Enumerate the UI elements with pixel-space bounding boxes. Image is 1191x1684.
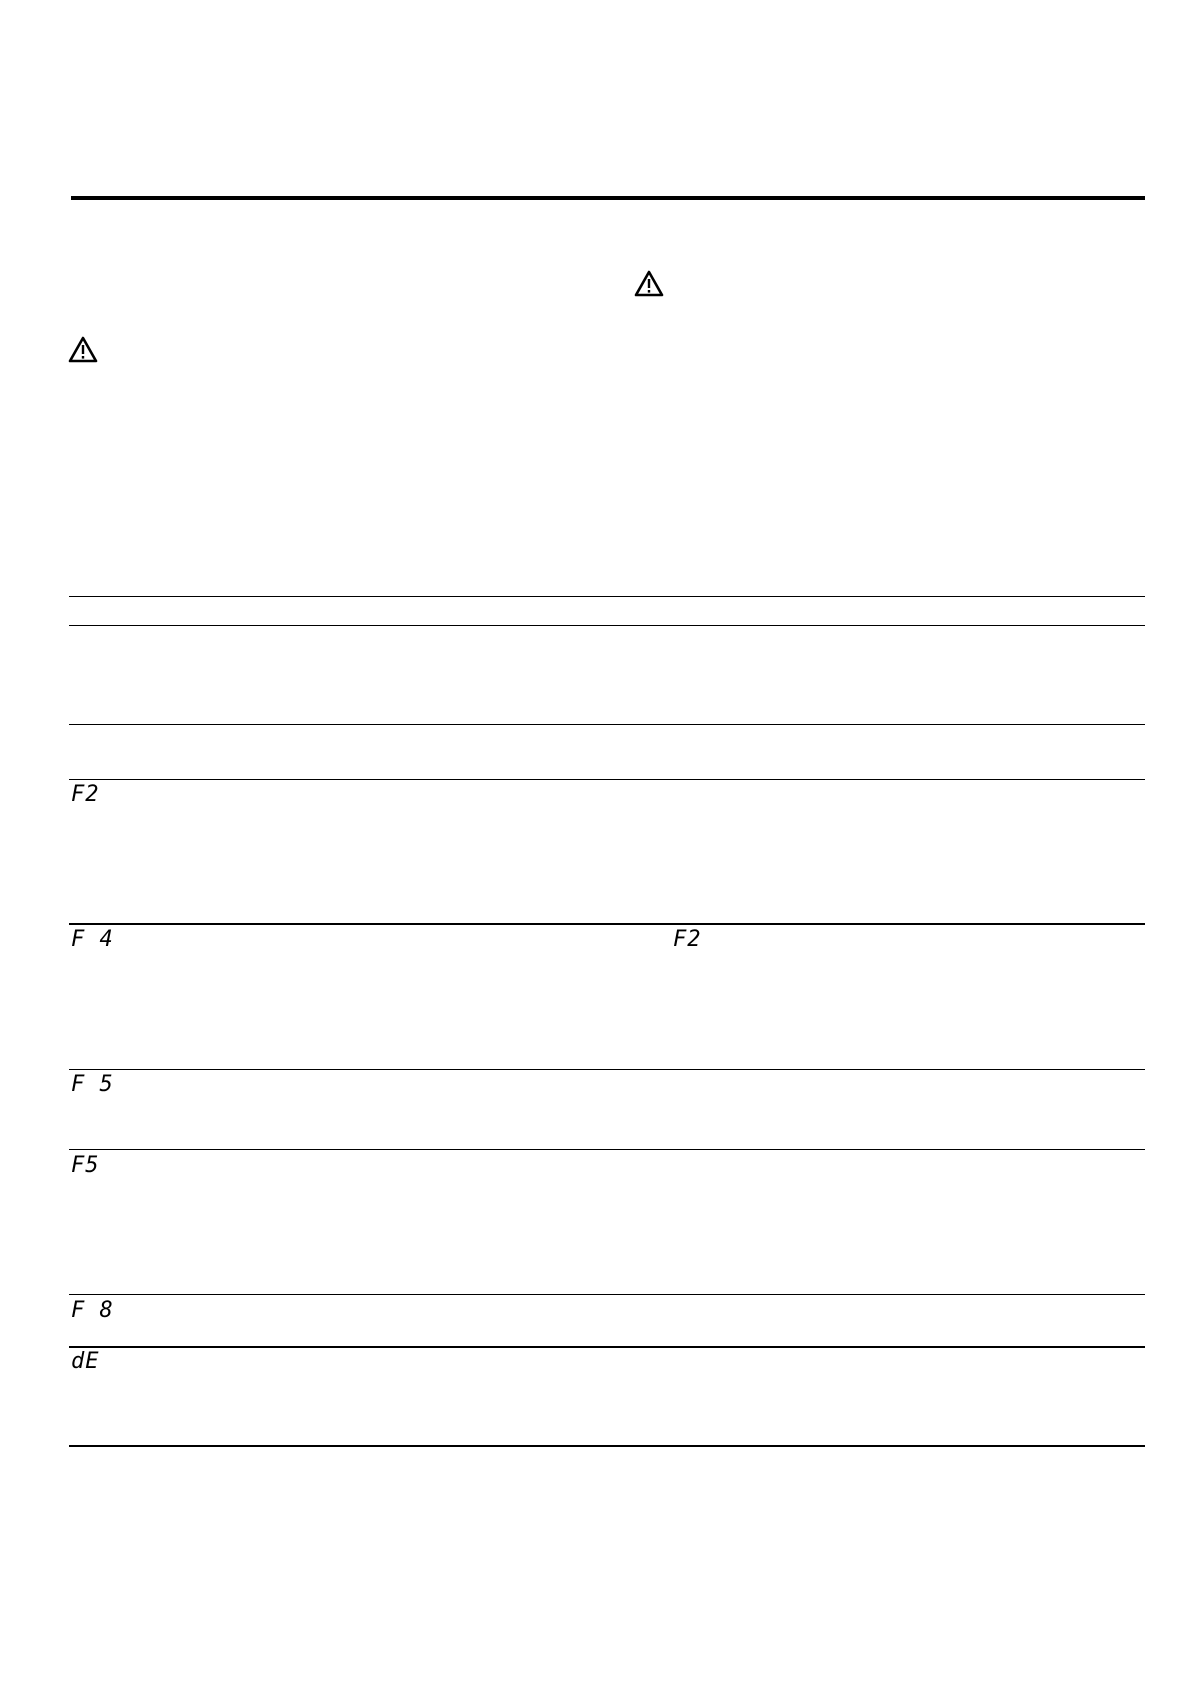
warning-right-icon bbox=[634, 270, 664, 301]
table-row-divider bbox=[69, 1069, 1145, 1070]
table-header-bottom-line bbox=[69, 625, 1145, 626]
table-row-divider bbox=[69, 724, 1145, 725]
table-row-divider bbox=[69, 1294, 1145, 1295]
error-code-f-5: F 5 bbox=[71, 1072, 114, 1097]
error-code-f4: F 4 bbox=[71, 927, 114, 952]
table-row-divider bbox=[69, 1149, 1145, 1150]
warning-left-icon bbox=[68, 336, 98, 367]
error-code-f5: F5 bbox=[71, 1153, 100, 1178]
table-bottom-line bbox=[69, 1445, 1145, 1447]
table-header-top-line bbox=[69, 596, 1145, 597]
error-code-f2-reference: F2 bbox=[673, 927, 702, 952]
table-row-divider bbox=[69, 779, 1145, 780]
error-code-de: dE bbox=[71, 1349, 100, 1374]
top-rule bbox=[71, 196, 1145, 200]
table-row-divider bbox=[69, 1346, 1145, 1348]
table-row-divider bbox=[69, 923, 1145, 925]
error-code-f8: F 8 bbox=[71, 1298, 114, 1323]
error-code-f2: F2 bbox=[71, 782, 100, 807]
